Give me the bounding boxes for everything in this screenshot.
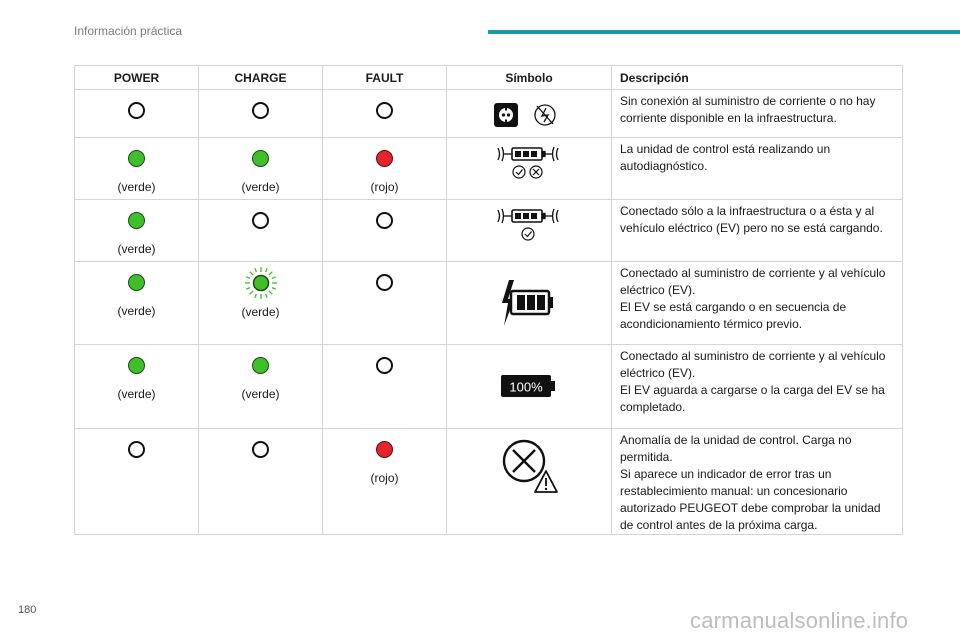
connected-not-charging-symbol bbox=[496, 206, 562, 242]
power-led-label: (verde) bbox=[117, 387, 156, 401]
col-header-charge: CHARGE bbox=[199, 66, 323, 90]
table-row bbox=[75, 262, 903, 345]
power-led-label: (verde) bbox=[117, 304, 156, 318]
charge-led-green bbox=[252, 150, 269, 167]
fault-led-off bbox=[376, 357, 393, 374]
cable-battery-icon bbox=[498, 209, 558, 223]
table-row bbox=[75, 429, 903, 535]
description-line: Conectado al suministro de corriente y al vehículo eléctrico (EV). bbox=[620, 349, 886, 380]
description-line: Anomalía de la unidad de control. Carga no permitida. bbox=[620, 433, 852, 464]
no-power-icon bbox=[535, 105, 555, 125]
check-icon bbox=[513, 166, 525, 178]
col-header-description: Descripción bbox=[612, 66, 903, 90]
description-line: El EV aguarda a cargarse o la carga del EV se ha completado. bbox=[620, 383, 885, 414]
full-battery-icon bbox=[499, 373, 559, 399]
charging-battery-icon bbox=[499, 280, 559, 326]
section-title: Información práctica bbox=[74, 24, 183, 38]
description-line: Si aparece un indicador de error tras un restablecimiento manual: un concesionario autorizado PEUGEOT debe comprobar la unidad de control antes de la próxima carga. bbox=[620, 467, 881, 532]
fault-led-off bbox=[376, 274, 393, 291]
col-header-fault: FAULT bbox=[323, 66, 447, 90]
socket-icon bbox=[494, 103, 518, 127]
self-test-symbol bbox=[496, 144, 562, 180]
charge-led-green bbox=[252, 357, 269, 374]
fault-led-label: (rojo) bbox=[370, 180, 399, 194]
power-led-green bbox=[128, 212, 145, 229]
col-header-power: POWER bbox=[75, 66, 199, 90]
no-power-symbol bbox=[494, 100, 564, 132]
col-header-symbol: Símbolo bbox=[447, 66, 612, 90]
charge-led-label: (verde) bbox=[241, 387, 280, 401]
charge-led-blinking bbox=[243, 265, 279, 301]
row-description: Sin conexión al suministro de corriente o no hay corriente disponible en la infraestructura. bbox=[612, 90, 903, 138]
charge-led-off bbox=[252, 212, 269, 229]
charge-led-off bbox=[252, 102, 269, 119]
power-led-label: (verde) bbox=[117, 242, 156, 256]
fault-led-red bbox=[376, 441, 393, 458]
power-led-green bbox=[128, 150, 145, 167]
description-line: El EV se está cargando o en secuencia de acondicionamiento térmico previo. bbox=[620, 300, 847, 331]
check-icon bbox=[522, 228, 534, 240]
charge-led-off bbox=[252, 441, 269, 458]
header-accent-bar bbox=[488, 30, 960, 34]
fault-led-off bbox=[376, 102, 393, 119]
power-led-green bbox=[128, 357, 145, 374]
fault-cross-warning-icon bbox=[499, 437, 559, 495]
battery-percent-text: 100% bbox=[509, 379, 543, 395]
row-description bbox=[612, 429, 903, 535]
cross-icon bbox=[530, 166, 542, 178]
row-description bbox=[612, 262, 903, 345]
table-row bbox=[75, 90, 903, 138]
cable-battery-icon bbox=[498, 147, 558, 161]
power-led-green bbox=[128, 274, 145, 291]
power-led-off bbox=[128, 102, 145, 119]
row-description: Conectado sólo a la infraestructura o a ésta y al vehículo eléctrico (EV) pero no se está cargando. bbox=[612, 200, 903, 262]
table-header-row bbox=[75, 66, 903, 90]
charge-led-label: (verde) bbox=[241, 305, 280, 319]
watermark: carmanualsonline.info bbox=[690, 608, 909, 633]
description-line: Conectado al suministro de corriente y al vehículo eléctrico (EV). bbox=[620, 266, 886, 297]
fault-led-label: (rojo) bbox=[370, 471, 399, 485]
row-description bbox=[612, 345, 903, 429]
led-status-table bbox=[74, 65, 903, 535]
fault-led-red bbox=[376, 150, 393, 167]
charge-led-label: (verde) bbox=[241, 180, 280, 194]
row-description: La unidad de control está realizando un autodiagnóstico. bbox=[612, 138, 903, 200]
fault-led-off bbox=[376, 212, 393, 229]
page-number: 180 bbox=[18, 604, 37, 616]
table-row bbox=[75, 138, 903, 200]
table-row bbox=[75, 345, 903, 429]
power-led-label: (verde) bbox=[117, 180, 156, 194]
power-led-off bbox=[128, 441, 145, 458]
table-row bbox=[75, 200, 903, 262]
